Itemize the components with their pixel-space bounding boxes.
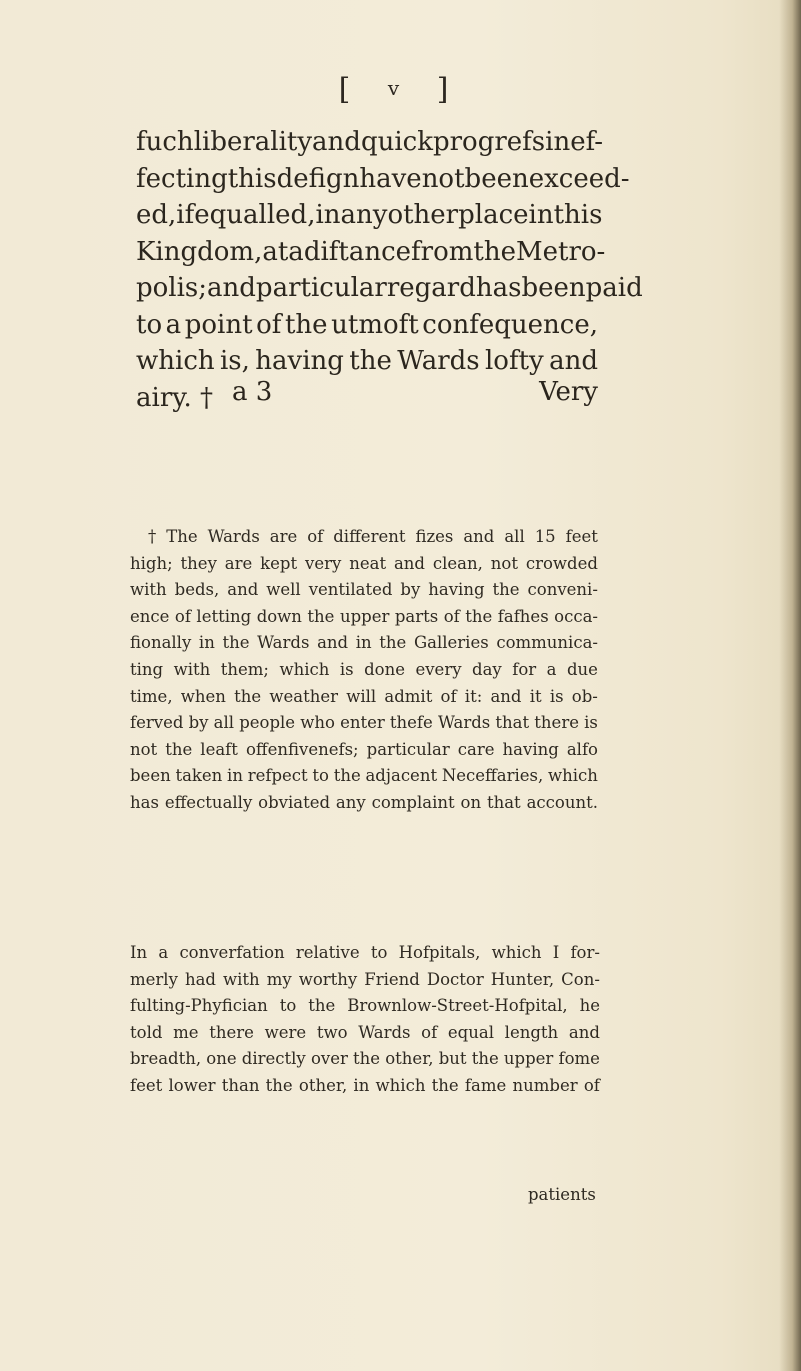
footnote-line: has effectually obviated any complaint on that account. [130,792,598,812]
paragraph-line: breadth, one directly over the other, but the upper fome [130,1049,600,1069]
second-paragraph [130,940,600,1100]
footnote-line: with beds, and well ventilated by having the conveni- [130,580,598,600]
footnote-line: been taken in refpect to the adjacent Neceffaries, which [130,766,598,786]
text-line: airy. † [136,382,214,413]
header-bracket-close: ] [436,72,463,107]
text-line: which is, having the Wards lofty and [136,346,598,376]
main-text-block [136,124,643,416]
paragraph-line: told me there were two Wards of equal length and [130,1022,600,1042]
footnote-line: ence of letting down the upper parts of the fafhes occa- [130,606,598,626]
paragraph-line: merly had with my worthy Friend Doctor Hunter, Con- [130,969,600,989]
text-line: polis; and particular regard has been paid [136,273,643,303]
footnote-line: † The Wards are of different fizes and all 15 feet [148,527,598,546]
header-bracket-open: [ [338,72,365,107]
text-line: Kingdom, at a diftance from the Metro- [136,236,606,267]
footnote-line: not the leaft offenfivenefs; particular care having alfo [130,739,598,759]
page-edge-shadow [779,0,801,1371]
page-header [0,72,801,107]
text-line: fecting this defign have not been exceed- [136,163,630,194]
catchline [136,377,598,413]
text-line: to a point of the utmoft confequence, [136,309,598,340]
text-line: ed, if equalled, in any other place in this [136,200,603,230]
signature-mark: a 3 [232,377,273,407]
footnote-line: time, when the weather will admit of it: and it is ob- [130,686,598,706]
paragraph-line: In a converfation relative to Hofpitals, which I for- [130,943,600,962]
paragraph-line: fulting-Phyfician to the Brownlow-Street-Hofpital, he [130,996,600,1016]
text-line: fuch liberality and quick progrefs in ef- [136,127,604,157]
footnote-line: ting with them; which is done every day for a due [130,659,598,679]
page-number-roman: v [387,76,414,100]
footnote-line: fionally in the Wards and in the Galleries communica- [130,633,598,653]
footnote [130,524,598,817]
footnote-line: ferved by all people who enter thefe Wards that there is [130,713,598,733]
footnote-line: high; they are kept very neat and clean, not crowded [130,553,598,573]
paragraph-line: feet lower than the other, in which the fame number of [130,1075,600,1095]
catchword: Very [539,377,598,407]
catchword-bottom: patients [528,1185,596,1204]
